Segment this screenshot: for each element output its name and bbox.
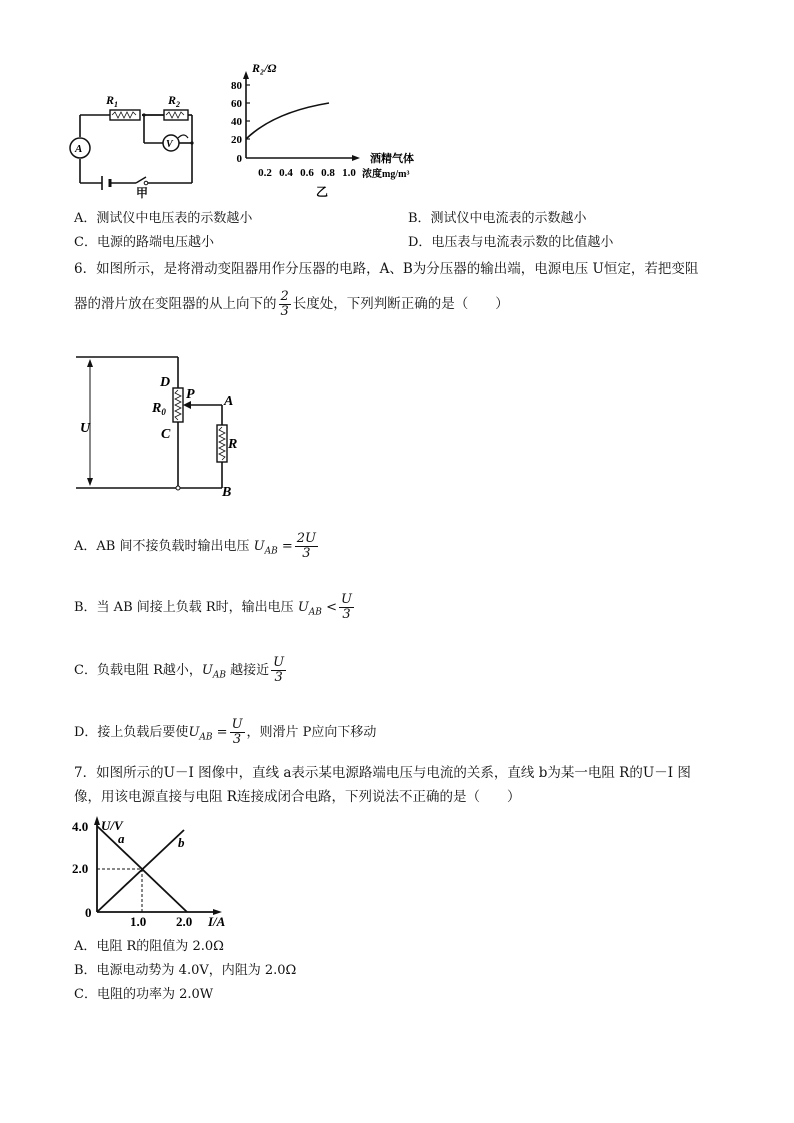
yi-xlabel-2: 浓度mg/m³	[362, 169, 410, 180]
q7-option-c: C．电阻的功率为 2.0W	[74, 987, 214, 1002]
label-u: U	[80, 421, 91, 436]
resistance-curve	[246, 103, 329, 139]
label-b: B	[222, 485, 232, 500]
yi-ytick: 20	[231, 134, 242, 146]
label-r2: $R_2$	[168, 93, 181, 109]
yi-xlabel-1: 酒精气体	[370, 153, 414, 165]
q7-label-b: b	[178, 835, 185, 850]
ammeter-symbol: A	[75, 143, 83, 155]
label-r0: $R_0$	[152, 401, 166, 417]
yi-ytick: 40	[231, 116, 242, 128]
q7-ytick-mid: 2.0	[72, 861, 89, 876]
q6-option-b: B．当 AB 间接上负载 R时，输出电压 $U_{AB}$ < $\frac{U}{3}$	[74, 592, 352, 622]
label-p: P	[186, 387, 195, 402]
line-b	[97, 830, 184, 912]
q6-option-a: A．AB 间不接负载时输出电压 $U_{AB}$ = $\frac{2U}{3}$	[74, 531, 316, 561]
yi-xtick: 0.8	[321, 167, 335, 179]
q5-option-c: C．电源的路端电压越小	[74, 235, 214, 250]
q7-origin: 0	[85, 905, 92, 920]
yi-ylabel: R₂/Ω	[252, 61, 277, 75]
q7-ui-graph	[70, 812, 240, 930]
label-d: D	[160, 375, 171, 390]
yi-ytick: 60	[231, 98, 242, 110]
q6-stem-post: 长度处，下列判断正确的是（ ）	[292, 296, 509, 312]
q7-xtick-mid: 1.0	[130, 914, 147, 929]
yi-ytick: 0	[236, 153, 242, 165]
yi-ytick: 80	[231, 80, 242, 92]
q6-option-d: D．接上负载后要使$U_{AB}$ = $\frac{U}{3}$ ，则滑片 P应向下移动	[74, 717, 377, 747]
q7-option-a: A．电阻 R的阻值为 2.0Ω	[74, 939, 224, 954]
q7-ytick-top: 4.0	[72, 819, 89, 834]
yi-xtick: 0.6	[300, 167, 314, 179]
q5-option-d: D．电压表与电流表示数的比值越小	[408, 235, 614, 250]
q7-option-b: B．电源电动势为 4.0V，内阻为 2.0Ω	[74, 963, 297, 978]
figure-yi-graph	[224, 56, 439, 204]
q7-ylabel: U/V	[101, 818, 123, 833]
q7-xtick-right: 2.0	[176, 914, 193, 929]
q7-stem-line2: 像，用该电源直接与电阻 R连接成闭合电路，下列说法不正确的是（ ）	[74, 789, 521, 805]
q6-stem-line2	[74, 290, 509, 319]
yi-caption: 乙	[316, 185, 329, 199]
label-c: C	[161, 427, 171, 442]
yi-xtick: 0.2	[258, 167, 272, 179]
label-r: R	[228, 437, 238, 452]
figure-jia-caption: 甲	[136, 186, 149, 200]
q6-option-c: C．负载电阻 R越小，$U_{AB}$ 越接近 $\frac{U}{3}$	[74, 655, 285, 685]
yi-xtick: 0.4	[279, 167, 293, 179]
yi-xtick: 1.0	[342, 167, 356, 179]
q7-stem-line1: 7．如图所示的U－I 图像中，直线 a表示某电源路端电压与电流的关系，直线 b为某一电阻 R的U－I 图	[74, 765, 691, 781]
q5-option-b: B．测试仪中电流表的示数越小	[408, 211, 587, 226]
q5-option-a: A．测试仪中电压表的示数越小	[74, 211, 253, 226]
q6-stem-pre: 器的滑片放在变阻器的从上向下的	[74, 296, 277, 312]
voltmeter-symbol: V	[166, 139, 173, 150]
q6-divider-circuit	[72, 350, 252, 500]
q7-xlabel: I/A	[208, 914, 226, 929]
q6-fraction: $\frac{2}{3}$	[280, 289, 289, 319]
q6-stem-line1: 6．如图所示，是将滑动变阻器用作分压器的电路，A、B为分压器的输出端，电源电压 U恒定，若把变阻	[74, 261, 699, 277]
label-r1: $R_1$	[106, 93, 119, 109]
label-a: A	[224, 394, 234, 409]
q7-label-a: a	[118, 831, 125, 846]
